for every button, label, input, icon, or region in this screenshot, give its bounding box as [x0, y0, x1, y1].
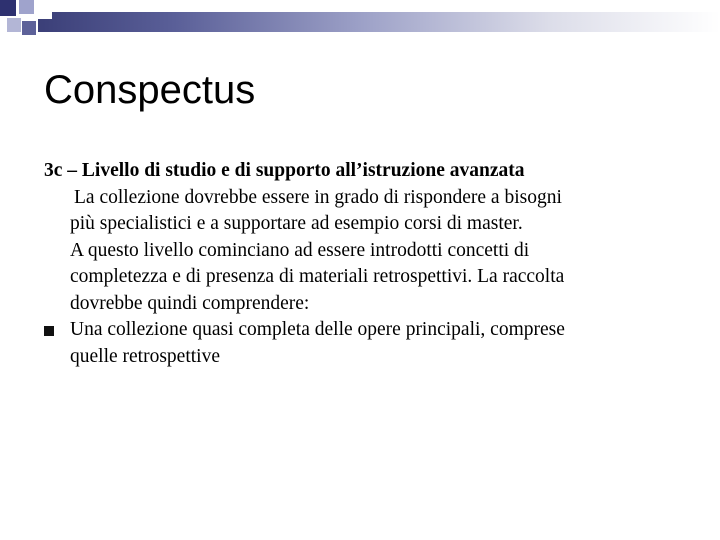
slide-title: Conspectus: [44, 68, 256, 112]
decor-square: [7, 18, 21, 32]
section-heading: 3c – Livello di studio e di supporto all’istruzione avanzata: [44, 160, 525, 181]
bullet-item: [44, 317, 694, 344]
body-line: dovrebbe quindi comprendere:: [70, 292, 310, 314]
decor-square: [0, 0, 16, 16]
square-bullet-icon: [44, 326, 54, 336]
body-line: completezza e di presenza di materiali retrospettivi. La raccolta: [70, 266, 565, 287]
body-line: quelle retrospettive: [70, 345, 220, 367]
decor-square: [22, 21, 36, 35]
decor-square: [38, 5, 52, 19]
body-line: più specialistici e a supportare ad esempio corsi di master.: [70, 213, 523, 234]
bullet-text: Una collezione quasi completa delle opere principali, comprese: [70, 319, 565, 340]
title-bar-gradient: [38, 12, 720, 32]
body-line: La collezione dovrebbe essere in grado di rispondere a bisogni: [74, 186, 562, 208]
slide-body: [44, 158, 694, 370]
body-line: A questo livello cominciano ad essere introdotti concetti di: [70, 239, 530, 261]
decor-square: [19, 0, 34, 14]
